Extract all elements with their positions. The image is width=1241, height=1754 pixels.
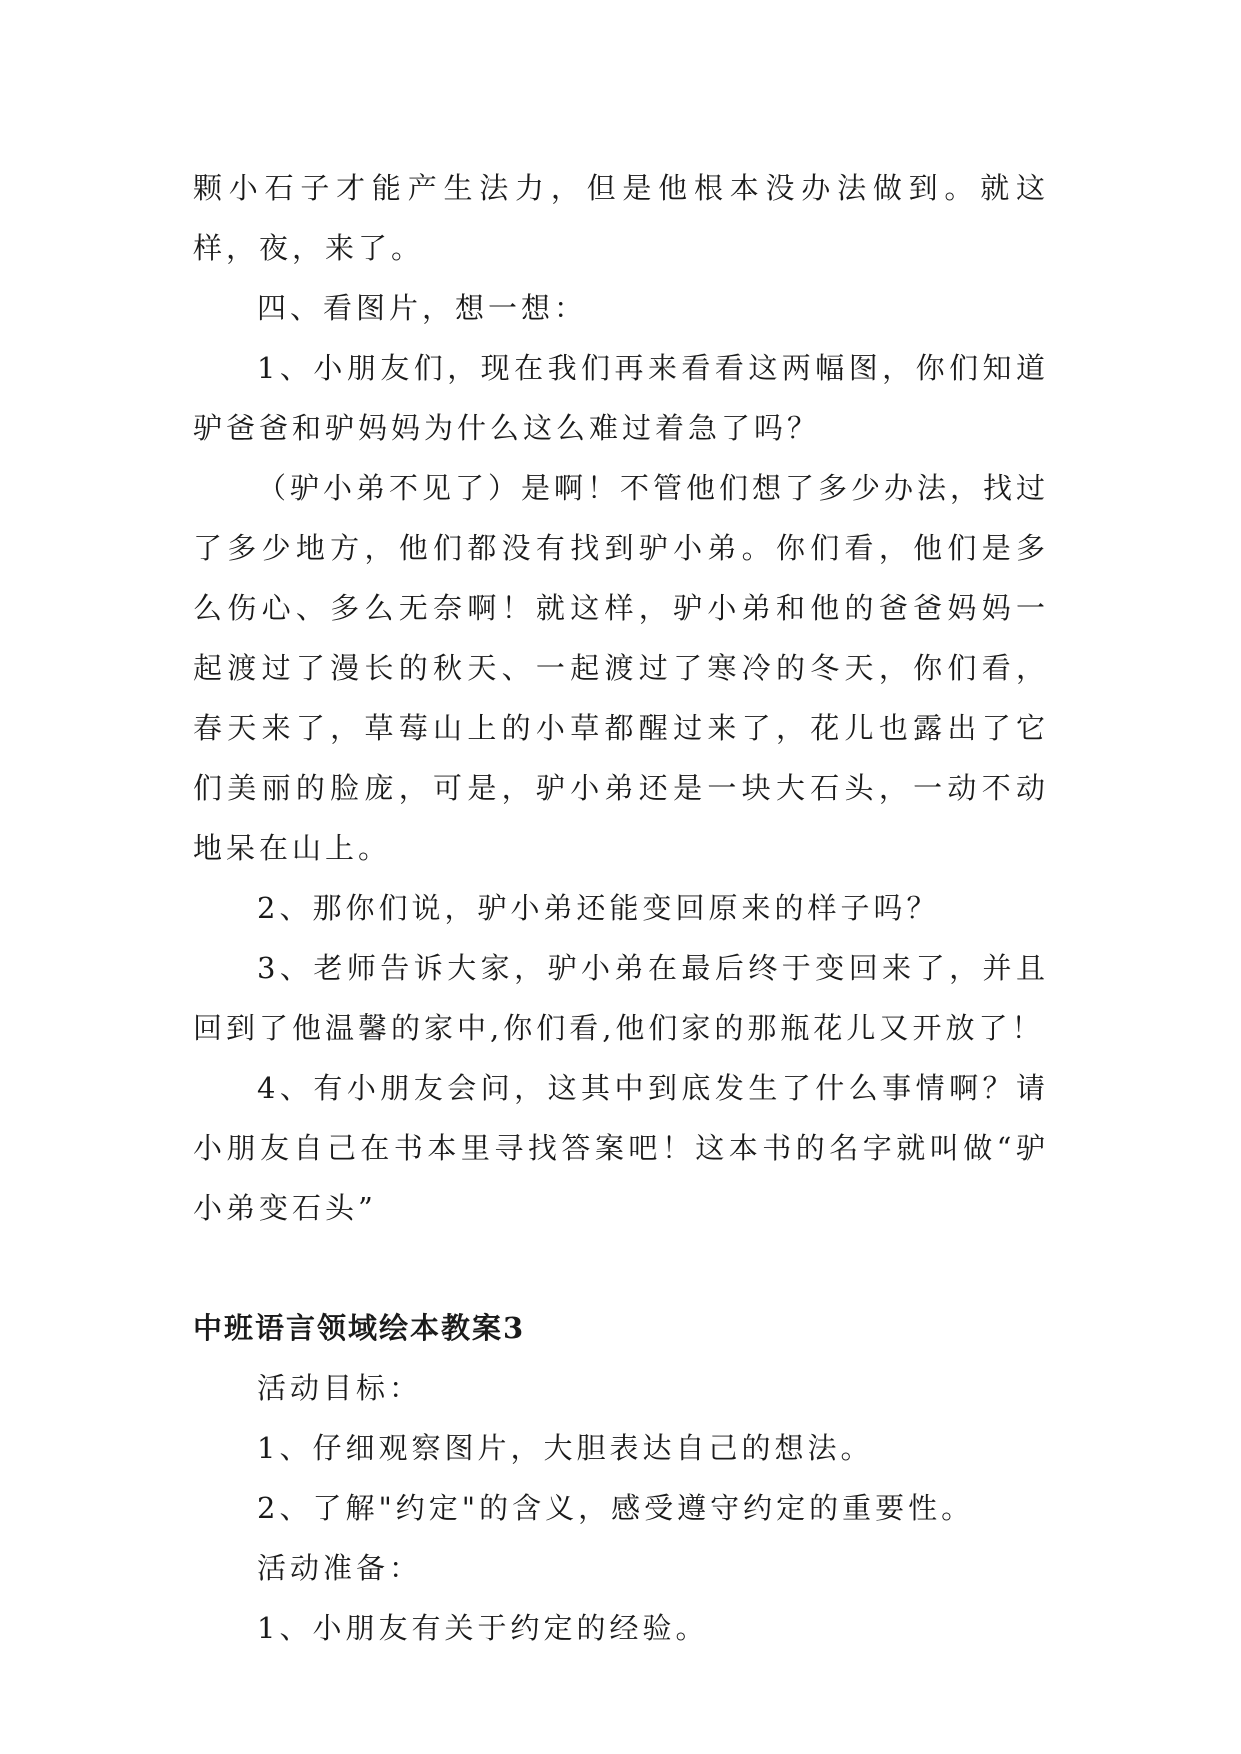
section-paragraph: 2、了解"约定"的含义，感受遵守约定的重要性。	[257, 1491, 975, 1525]
body-paragraph: （驴小弟不见了）是啊！不管他们想了多少办法，找过了多少地方，他们都没有找到驴小弟。你们看，他们是多么伤心、多么无奈啊！就这样，驴小弟和他的爸爸妈妈一起渡过了漫长的秋天、一起渡过了寒冷的冬天，你们看，春天来了，草莓山上的小草都醒过来了，花儿也露出了它们美丽的脸庞，可是，驴小弟还是一块大石头，一动不动地呆在山上。	[193, 471, 1050, 865]
section-paragraph: 活动准备：	[257, 1551, 423, 1585]
document-page	[193, 158, 1049, 1658]
body-paragraph: 1、小朋友们，现在我们再来看看这两幅图，你们知道驴爸爸和驴妈妈为什么这么难过着急了吗？	[193, 351, 1049, 445]
body-paragraph: 4、有小朋友会问，这其中到底发生了什么事情啊？请小朋友自己在书本里寻找答案吧！这本书的名字就叫做“驴小弟变石头”	[193, 1071, 1049, 1225]
section-gap	[193, 1238, 1049, 1298]
section-paragraph: 1、仔细观察图片，大胆表达自己的想法。	[257, 1431, 874, 1465]
section-title: 中班语言领域绘本教案3	[193, 1311, 526, 1345]
body-paragraph: 颗小石子才能产生法力，但是他根本没办法做到。就这样，夜，来了。	[193, 171, 1049, 265]
section-paragraph: 活动目标：	[257, 1371, 423, 1405]
body-paragraph: 3、老师告诉大家，驴小弟在最后终于变回来了，并且回到了他温馨的家中,你们看,他们家的那瓶花儿又开放了！	[193, 951, 1049, 1045]
body-paragraph: 2、那你们说，驴小弟还能变回原来的样子吗？	[257, 891, 940, 925]
body-paragraph: 四、看图片，想一想：	[257, 291, 588, 325]
section-paragraph: 1、小朋友有关于约定的经验。	[257, 1611, 709, 1645]
